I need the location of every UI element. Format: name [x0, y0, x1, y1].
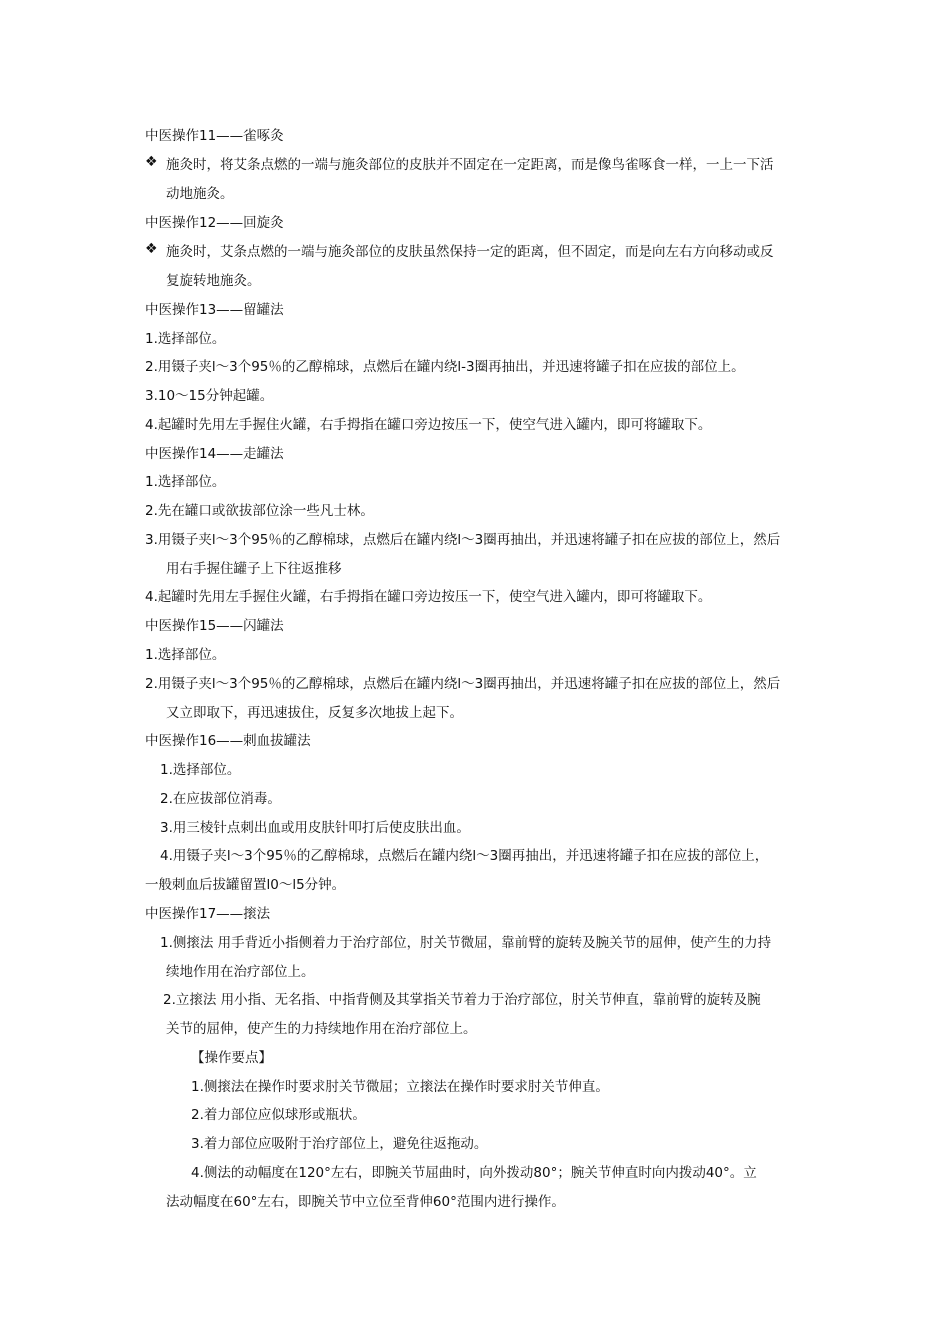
list-item-continuation: 一般刺血后拔罐留置l0～l5分钟。	[145, 877, 346, 893]
list-item: 1.选择部位。	[160, 762, 241, 778]
list-item: 1.选择部位。	[145, 474, 226, 490]
list-item-continuation: 法动幅度在60°左右，即腕关节中立位至背伸60°范围内进行操作。	[166, 1194, 565, 1210]
list-item: 2.先在罐口或欲拔部位涂一些凡士林。	[145, 503, 374, 519]
list-item: 3.用三棱针点刺出血或用皮肤针叩打后使皮肤出血。	[160, 820, 470, 836]
list-item: 4.起罐时先用左手握住火罐，右手拇指在罐口旁边按压一下，使空气进入罐内，即可将罐取下。	[145, 417, 712, 433]
list-item: 1.选择部位。	[145, 331, 226, 347]
paragraph-line: 动地施灸。	[166, 186, 234, 202]
paragraph-line: 施灸时，将艾条点燃的一端与施灸部位的皮肤并不固定在一定距离，而是像鸟雀啄食一样，一上一下活	[166, 157, 774, 173]
diamond-bullet-icon: ❖	[145, 154, 158, 170]
section-heading-17: 中医操作17——㨰法	[145, 906, 271, 922]
list-item: 1.侧㨰法在操作时要求肘关节微屈；立㨰法在操作时要求肘关节伸直。	[191, 1079, 609, 1095]
list-item: 2.用镊子夹l～3个95％的乙醇棉球，点燃后在罐内绕l-3圈再抽出，并迅速将罐子扣在应拔的部位上。	[145, 359, 745, 375]
list-item: 3.着力部位应吸附于治疗部位上，避免往返拖动。	[191, 1136, 488, 1152]
section-heading-12: 中医操作12——回旋灸	[145, 215, 284, 231]
subheading-key-points: 【操作要点】	[191, 1050, 272, 1066]
section-heading-14: 中医操作14——走罐法	[145, 446, 284, 462]
section-heading-16: 中医操作16——刺血拔罐法	[145, 733, 311, 749]
list-item-continuation: 关节的屈伸，使产生的力持续地作用在治疗部位上。	[166, 1021, 477, 1037]
list-item: 2.立㨰法 用小指、无名指、中指背侧及其掌指关节着力于治疗部位，肘关节伸直，靠前臂的旋转及腕	[163, 992, 761, 1008]
list-item-continuation: 又立即取下，再迅速拔住，反复多次地拔上起下。	[166, 705, 463, 721]
section-heading-13: 中医操作13——留罐法	[145, 302, 284, 318]
list-item: 4.起罐时先用左手握住火罐，右手拇指在罐口旁边按压一下，使空气进入罐内，即可将罐取下。	[145, 589, 712, 605]
list-item: 2.在应拔部位消毒。	[160, 791, 281, 807]
diamond-bullet-icon: ❖	[145, 241, 158, 257]
paragraph-line: 复旋转地施灸。	[166, 273, 261, 289]
list-item: 1.侧㨰法 用手背近小指侧着力于治疗部位，肘关节微屈，靠前臂的旋转及腕关节的屈伸，使产生的力持	[160, 935, 772, 951]
list-item: 3.10～15分钟起罐。	[145, 388, 274, 404]
section-heading-11: 中医操作11——雀啄灸	[145, 128, 284, 144]
list-item: 3.用镊子夹l～3个95％的乙醇棉球，点燃后在罐内绕l～3圈再抽出，并迅速将罐子扣在应拔的部位上，然后	[145, 532, 781, 548]
list-item: 2.着力部位应似球形或瓶状。	[191, 1107, 366, 1123]
list-item-continuation: 用右手握住罐子上下往返推移	[166, 561, 342, 577]
list-item: 1.选择部位。	[145, 647, 226, 663]
section-heading-15: 中医操作15——闪罐法	[145, 618, 284, 634]
list-item: 4.侧法的动幅度在120°左右，即腕关节屈曲时，向外拨动80°；腕关节伸直时向内拨动40°。立	[191, 1165, 757, 1181]
list-item-continuation: 续地作用在治疗部位上。	[166, 964, 315, 980]
list-item: 4.用镊子夹l～3个95％的乙醇棉球，点燃后在罐内绕l～3圈再抽出，并迅速将罐子扣在应拔的部位上，	[160, 848, 769, 864]
paragraph-line: 施灸时，艾条点燃的一端与施灸部位的皮肤虽然保持一定的距离，但不固定，而是向左右方向移动或反	[166, 244, 774, 260]
list-item: 2.用镊子夹l～3个95％的乙醇棉球，点燃后在罐内绕l～3圈再抽出，并迅速将罐子扣在应拔的部位上，然后	[145, 676, 781, 692]
